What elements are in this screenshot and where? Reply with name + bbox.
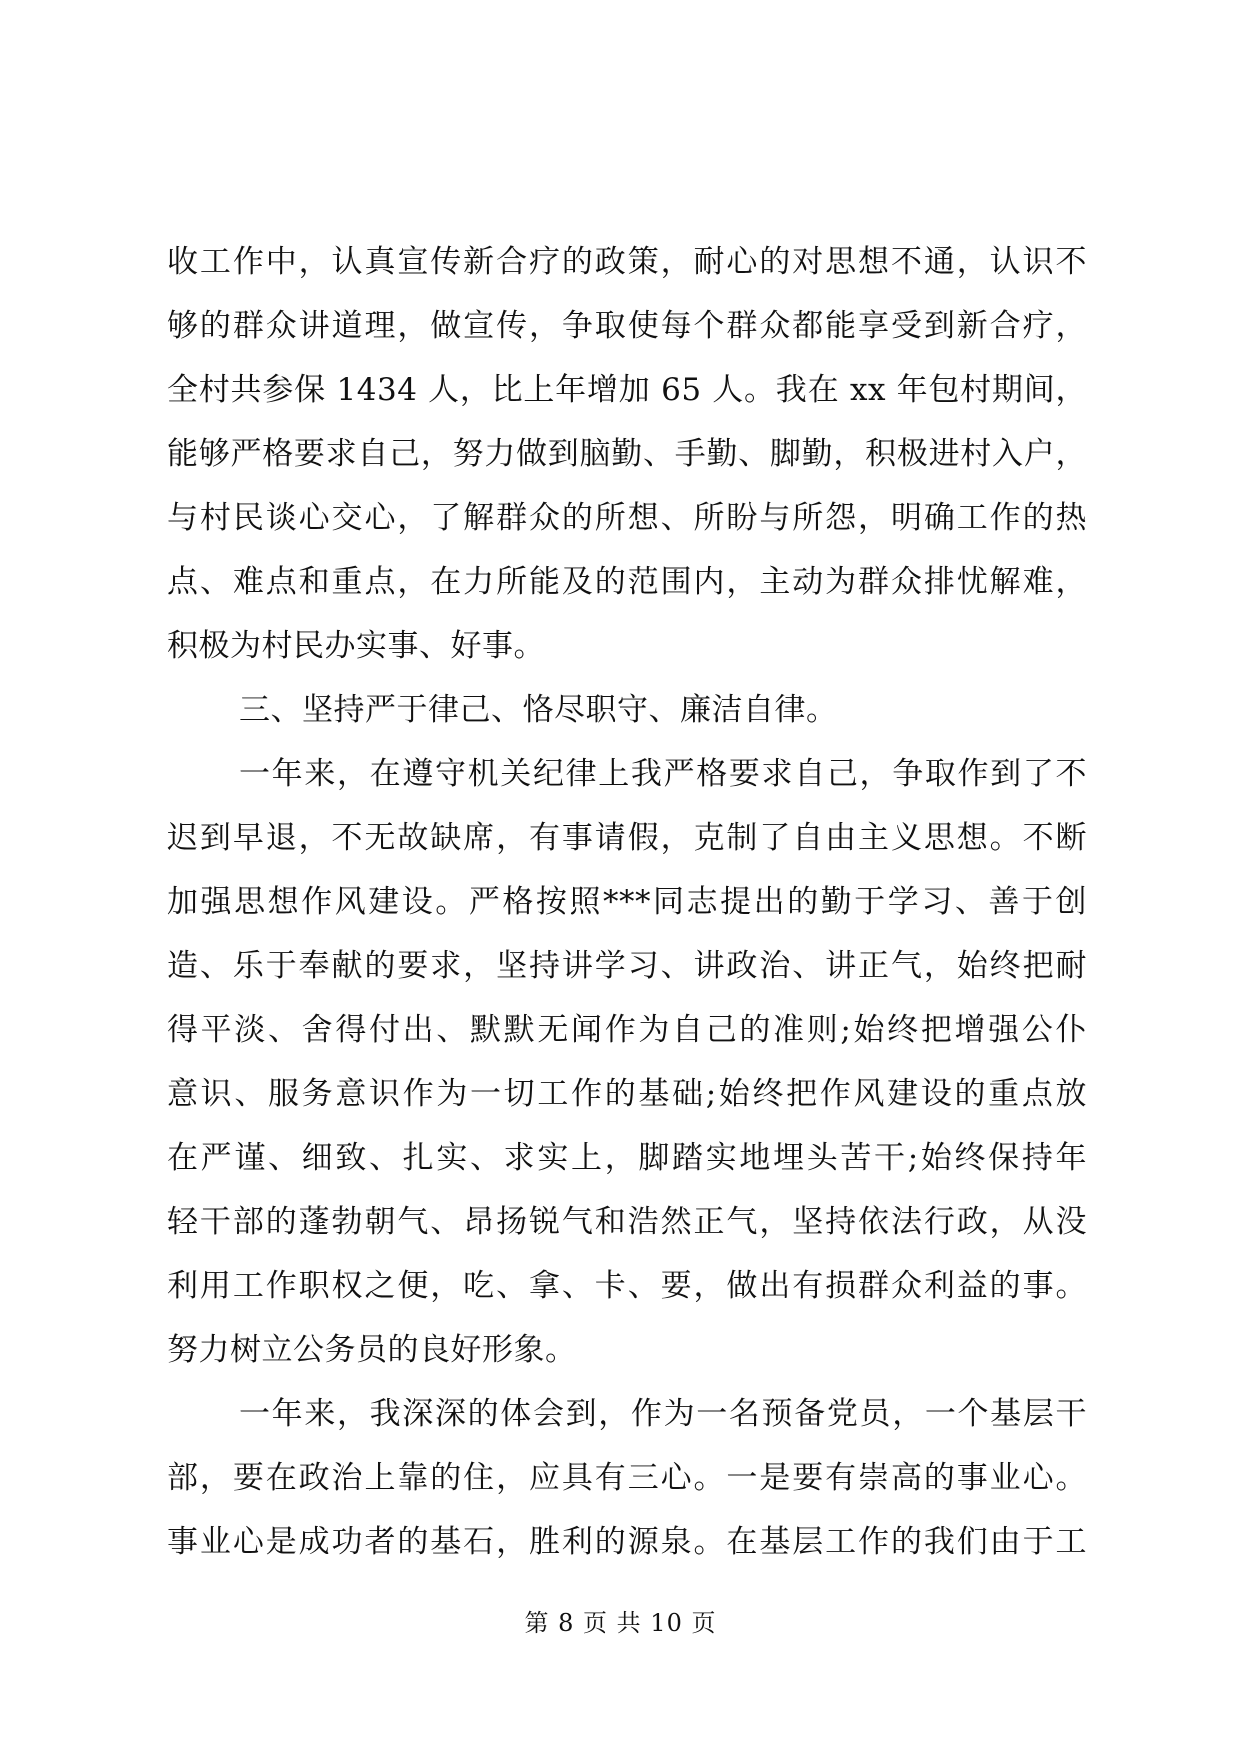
text-line: 迟到早退，不无故缺席，有事请假，克制了自由主义思想。不断 — [167, 820, 1087, 856]
text-line: 加强思想作风建设。严格按照***同志提出的勤于学习、善于创 — [167, 884, 1087, 920]
text-line: 积极为村民办实事、好事。 — [167, 628, 545, 664]
text-line: 事业心是成功者的基石，胜利的源泉。在基层工作的我们由于工 — [167, 1524, 1087, 1560]
text-line: 能够严格要求自己，努力做到脑勤、手勤、脚勤，积极进村入户， — [167, 436, 1087, 472]
text-line: 与村民谈心交心，了解群众的所想、所盼与所怨，明确工作的热 — [167, 500, 1087, 536]
text-line: 得平淡、舍得付出、默默无闻作为自己的准则;始终把增强公仆 — [167, 1012, 1087, 1048]
text-line: 一年来，我深深的体会到，作为一名预备党员，一个基层干 — [239, 1396, 1087, 1432]
text-line: 全村共参保 1434 人，比上年增加 65 人。我在 xx 年包村期间， — [167, 372, 1087, 408]
text-line: 利用工作职权之便，吃、拿、卡、要，做出有损群众利益的事。 — [167, 1268, 1087, 1304]
text-line: 收工作中，认真宣传新合疗的政策，耐心的对思想不通，认识不 — [167, 244, 1087, 280]
text-line: 点、难点和重点，在力所能及的范围内，主动为群众排忧解难， — [167, 564, 1087, 600]
text-line: 部，要在政治上靠的住，应具有三心。一是要有崇高的事业心。 — [167, 1460, 1087, 1496]
text-line: 努力树立公务员的良好形象。 — [167, 1332, 577, 1368]
text-line: 在严谨、细致、扎实、求实上，脚踏实地埋头苦干;始终保持年 — [167, 1140, 1087, 1176]
page-number: 第 8 页 共 10 页 — [524, 1609, 717, 1637]
section-heading: 三、坚持严于律己、恪尽职守、廉洁自律。 — [239, 692, 838, 728]
text-line: 轻干部的蓬勃朝气、昂扬锐气和浩然正气，坚持依法行政，从没 — [167, 1204, 1087, 1240]
body-text — [167, 230, 1087, 1574]
text-line: 造、乐于奉献的要求，坚持讲学习、讲政治、讲正气，始终把耐 — [167, 948, 1087, 984]
text-line: 一年来，在遵守机关纪律上我严格要求自己，争取作到了不 — [239, 756, 1087, 792]
text-line: 意识、服务意识作为一切工作的基础;始终把作风建设的重点放 — [167, 1076, 1087, 1112]
text-line: 够的群众讲道理，做宣传，争取使每个群众都能享受到新合疗， — [167, 308, 1087, 344]
